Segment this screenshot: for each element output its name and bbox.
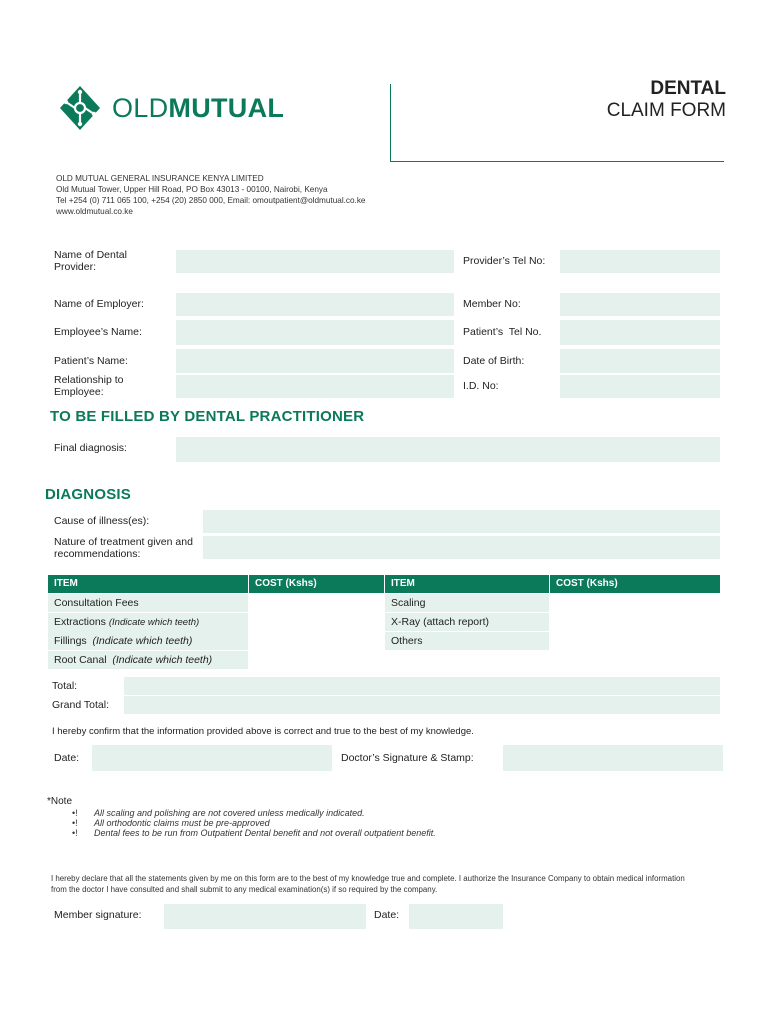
total-label: Total: [52, 680, 78, 692]
relationship-field[interactable] [176, 375, 454, 398]
table-row [48, 613, 248, 632]
member-date-label: Date: [374, 909, 400, 921]
table-row [48, 632, 248, 650]
table-row [385, 632, 549, 650]
table-header-cost-left: COST (Kshs) [249, 575, 384, 593]
member-signature-label: Member signature: [54, 909, 142, 921]
dob-field[interactable] [560, 349, 720, 373]
employer-field[interactable] [176, 293, 454, 316]
patient-tel-field[interactable] [560, 320, 720, 345]
note-bullet: •! [72, 808, 78, 818]
company-contact: Tel +254 (0) 711 065 100, +254 (20) 2850 000, Email: omoutpatient@oldmutual.co.ke [56, 196, 366, 205]
confirmation-text: I hereby confirm that the information provided above is correct and true to the best of my knowledge. [52, 726, 474, 737]
item-scaling: Scaling [391, 597, 426, 609]
table-header-cost-right: COST (Kshs) [550, 575, 720, 593]
item-root-canal: Root Canal [54, 654, 113, 666]
old-mutual-emblem-icon [56, 84, 104, 132]
diagnosis-section-title: DIAGNOSIS [45, 486, 131, 503]
table-row [48, 594, 248, 612]
provider-tel-label: Provider’s Tel No: [463, 255, 546, 267]
id-no-label: I.D. No: [463, 380, 499, 392]
final-diagnosis-label: Final diagnosis: [54, 442, 127, 454]
total-field[interactable] [124, 677, 720, 695]
logo [56, 84, 296, 134]
item-consultation: Consultation Fees [54, 597, 139, 609]
company-name: OLD MUTUAL GENERAL INSURANCE KENYA LIMITED [56, 174, 264, 183]
grand-total-label: Grand Total: [52, 699, 110, 711]
logo-text-old: OLD [112, 93, 169, 123]
member-no-field[interactable] [560, 293, 720, 316]
item-others: Others [391, 635, 423, 647]
patient-tel-label: Patient’s Tel No. [463, 326, 542, 338]
item-extractions-note: (Indicate which teeth) [108, 617, 200, 628]
doctor-date-label: Date: [54, 752, 80, 764]
header-vertical-divider [390, 84, 391, 162]
item-root-canal-note: (Indicate which teeth) [112, 654, 213, 666]
note-bullet: •! [72, 828, 78, 838]
treatment-field[interactable] [203, 536, 720, 559]
item-fillings-note: (Indicate which teeth) [92, 635, 193, 647]
employee-name-label: Employee’s Name: [54, 326, 142, 338]
note-bullet: •! [72, 818, 78, 828]
table-header-item-left: ITEM [48, 575, 248, 593]
cause-field[interactable] [203, 510, 720, 533]
note-heading: *Note [47, 796, 73, 807]
dob-label: Date of Birth: [463, 355, 525, 367]
patient-name-label: Patient’s Name: [54, 355, 128, 367]
declaration-text: I hereby declare that all the statements given by me on this form are to the best of my knowledge true and complete. I authorize the Insurance Company to obtain medical information from the doctor I have consulted and shall submit to any medical examination(s) if so required by the company. [51, 874, 685, 894]
note-item: Dental fees to be run from Outpatient Dental benefit and not overall outpatient benefit. [94, 828, 436, 838]
provider-name-label: Name of Dental Provider: [54, 249, 127, 273]
logo-wordmark [112, 93, 284, 124]
header-horizontal-divider [390, 161, 724, 162]
patient-name-field[interactable] [176, 349, 454, 373]
provider-name-field[interactable] [176, 250, 454, 273]
employee-name-field[interactable] [176, 320, 454, 345]
doctor-date-field[interactable] [92, 745, 332, 771]
final-diagnosis-field[interactable] [176, 437, 720, 462]
company-website: www.oldmutual.co.ke [56, 207, 133, 216]
table-header-item-right: ITEM [385, 575, 549, 593]
item-xray: X-Ray (attach report) [391, 616, 490, 628]
form-title-primary: DENTAL [650, 78, 726, 99]
id-no-field[interactable] [560, 375, 720, 398]
member-date-field[interactable] [409, 904, 503, 929]
table-row [48, 651, 248, 669]
form-title-secondary: CLAIM FORM [606, 100, 726, 121]
member-no-label: Member No: [463, 298, 521, 310]
item-extractions: Extractions [54, 616, 109, 628]
table-row [385, 594, 549, 612]
treatment-label: Nature of treatment given and recommendations: [54, 536, 193, 560]
member-signature-field[interactable] [164, 904, 366, 929]
practitioner-section-title: TO BE FILLED BY DENTAL PRACTITIONER [50, 408, 365, 425]
company-address: Old Mutual Tower, Upper Hill Road, PO Box 43013 - 00100, Nairobi, Kenya [56, 185, 328, 194]
note-item: All scaling and polishing are not covered unless medically indicated. [94, 808, 365, 818]
cause-label: Cause of illness(es): [54, 515, 150, 527]
table-row [385, 613, 549, 631]
grand-total-field[interactable] [124, 696, 720, 714]
item-fillings: Fillings [54, 635, 93, 647]
employer-label: Name of Employer: [54, 298, 144, 310]
doctor-signature-label: Doctor’s Signature & Stamp: [341, 752, 474, 764]
provider-tel-field[interactable] [560, 250, 720, 273]
logo-text-mutual: MUTUAL [168, 93, 285, 123]
note-item: All orthodontic claims must be pre-approved [94, 818, 270, 828]
doctor-signature-field[interactable] [503, 745, 723, 771]
relationship-label: Relationship to Employee: [54, 374, 124, 398]
